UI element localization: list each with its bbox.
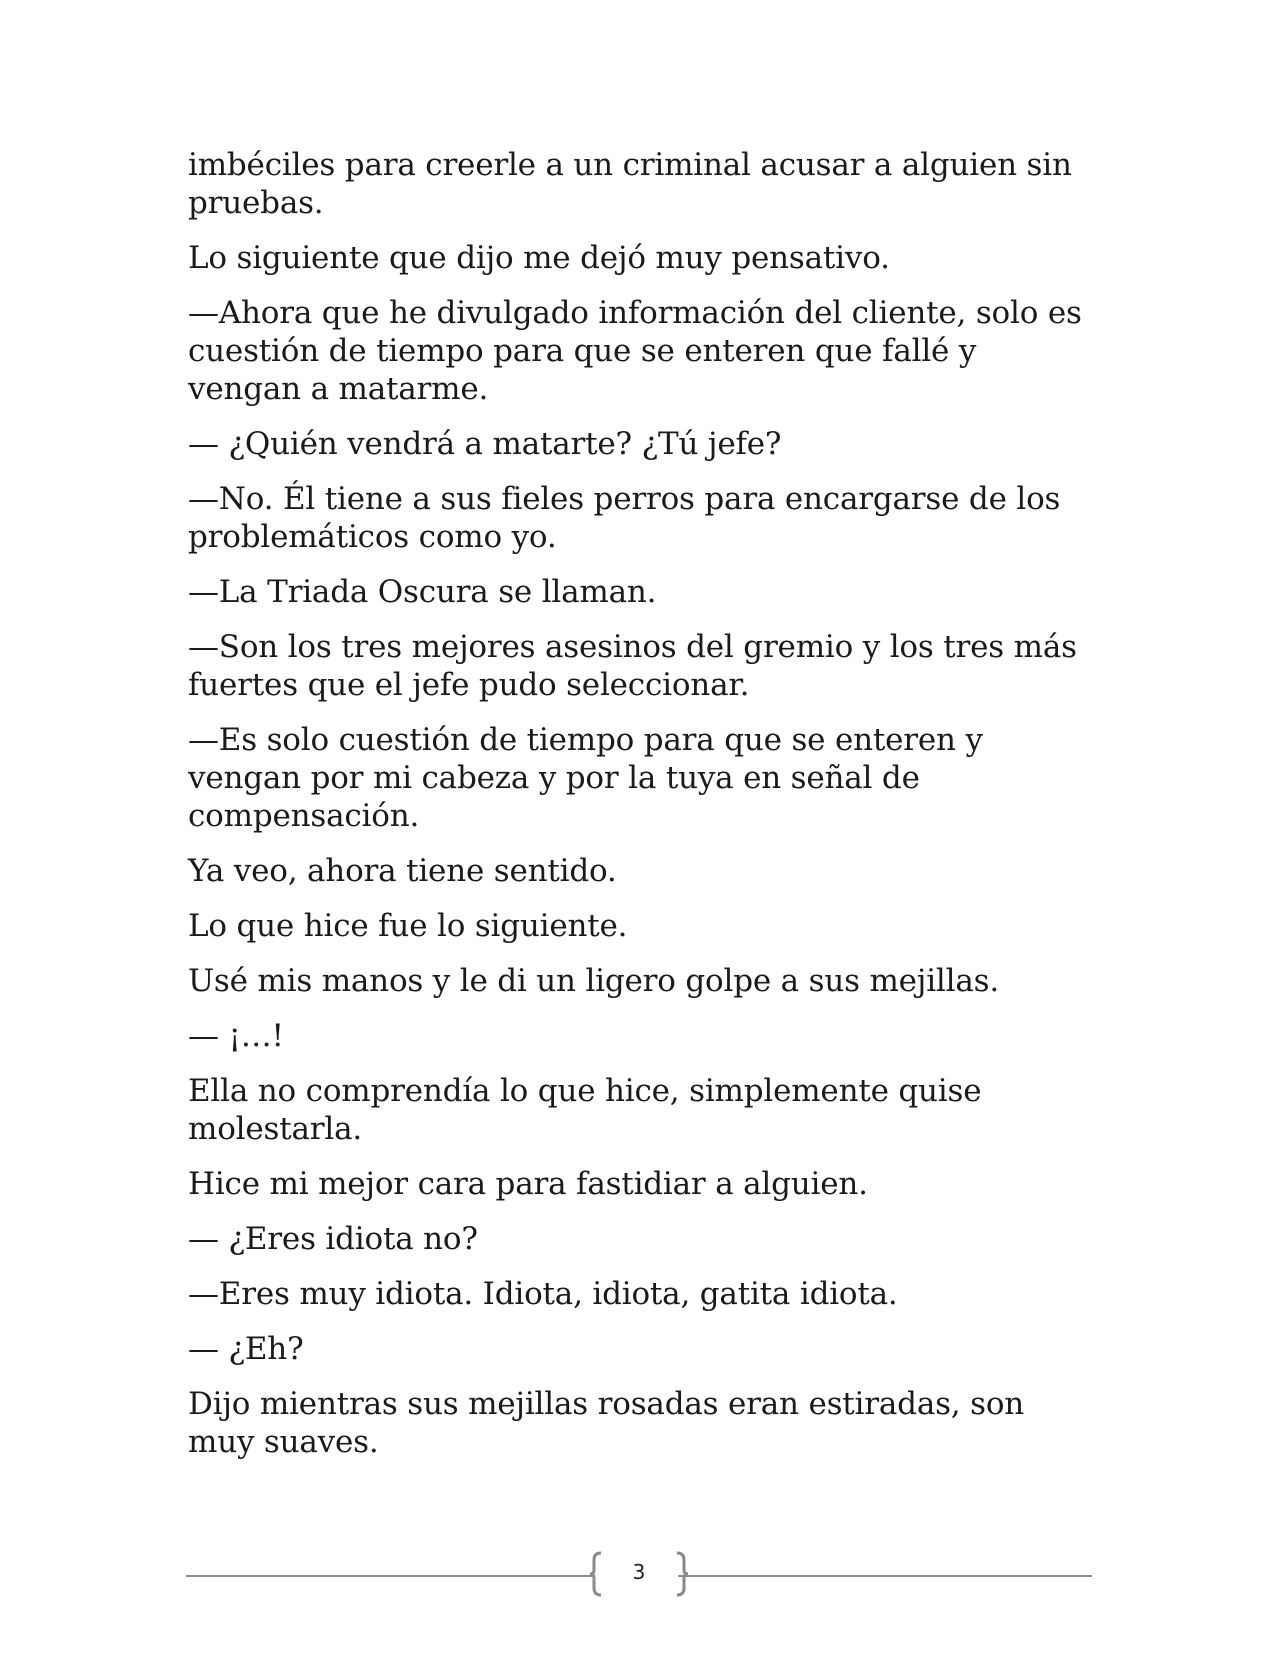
paragraph: Ella no comprendía lo que hice, simplemente quise molestarla.: [188, 1073, 982, 1147]
footer-rule-left: [186, 1575, 594, 1577]
paragraph: Dijo mientras sus mejillas rosadas eran estiradas, son muy suaves.: [188, 1386, 1025, 1460]
paragraph: Hice mi mejor cara para fastidiar a alguien.: [188, 1166, 868, 1202]
paragraph: —Es solo cuestión de tiempo para que se enteren y vengan por mi cabeza y por la tuya en señal de compensación.: [188, 722, 983, 834]
paragraph: — ¿Eh?: [188, 1331, 304, 1367]
paragraph: — ¡…!: [188, 1018, 284, 1054]
page-body: [188, 146, 1088, 1478]
left-brace-icon: [588, 1550, 604, 1598]
paragraph: Lo que hice fue lo siguiente.: [188, 908, 628, 944]
paragraph: —Eres muy idiota. Idiota, idiota, gatita idiota.: [188, 1276, 898, 1312]
footer-rule-right: [678, 1575, 1092, 1577]
paragraph: —No. Él tiene a sus fieles perros para encargarse de los problemáticos como yo.: [188, 481, 1061, 555]
paragraph: Lo siguiente que dijo me dejó muy pensativo.: [188, 240, 890, 276]
paragraph: — ¿Quién vendrá a matarte? ¿Tú jefe?: [188, 426, 782, 462]
paragraph: —Son los tres mejores asesinos del gremio y los tres más fuertes que el jefe pudo seleccionar.: [188, 629, 1077, 703]
paragraph: imbéciles para creerle a un criminal acusar a alguien sin pruebas.: [188, 147, 1072, 221]
paragraph: — ¿Eres idiota no?: [188, 1221, 478, 1257]
page-number: 3: [632, 1560, 646, 1584]
paragraph: —Ahora que he divulgado información del cliente, solo es cuestión de tiempo para que se enteren que fallé y vengan a matarme.: [188, 295, 1082, 407]
right-brace-icon: [674, 1550, 690, 1598]
paragraph: Usé mis manos y le di un ligero golpe a sus mejillas.: [188, 963, 999, 999]
paragraph: Ya veo, ahora tiene sentido.: [188, 853, 617, 889]
page-footer: [186, 1550, 1092, 1600]
paragraph: —La Triada Oscura se llaman.: [188, 574, 657, 610]
